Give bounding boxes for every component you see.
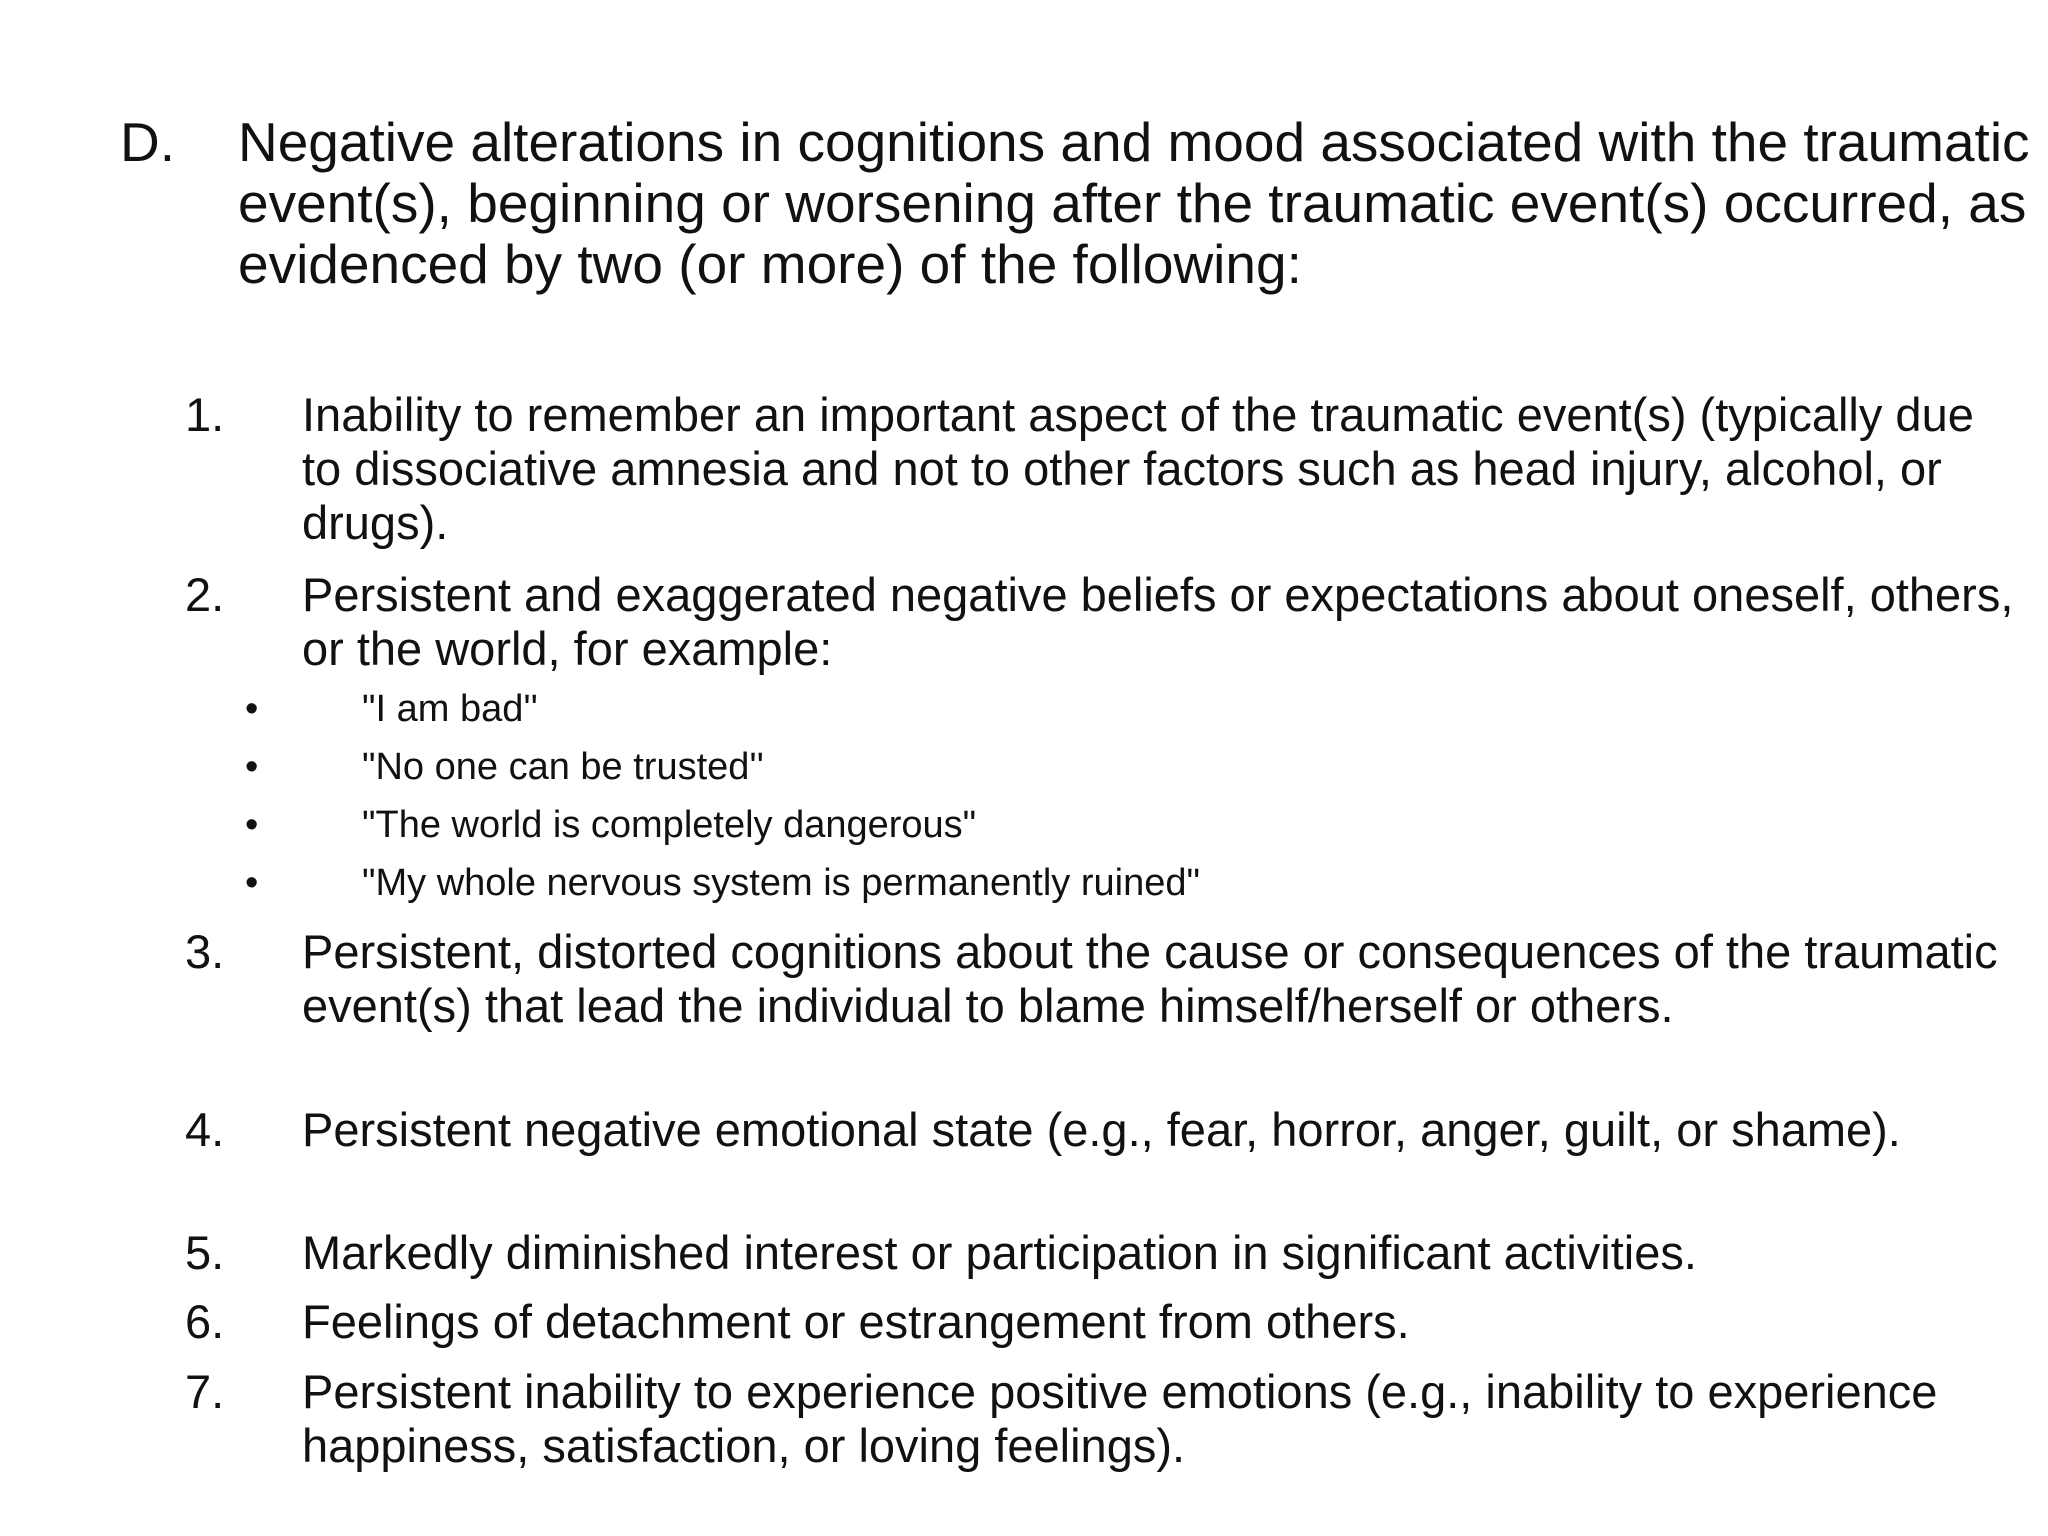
bullet-text: "The world is completely dangerous"	[362, 804, 977, 846]
list-item-text: Feelings of detachment or estrangement from others.	[302, 1295, 1410, 1348]
list-item-text: Persistent, distorted cognitions about the cause or consequences of the traumatic event(s) that lead the individual to blame himself/herself or others.	[302, 925, 1998, 1032]
list-item-text: Persistent and exaggerated negative beliefs or expectations about oneself, others, or the world, for example:	[302, 568, 2014, 675]
list-item-number: 1.	[185, 388, 225, 441]
criterion-marker: D.	[120, 111, 175, 173]
list-item-number: 5.	[185, 1226, 225, 1279]
list-item-text: Markedly diminished interest or participation in significant activities.	[302, 1226, 1697, 1279]
list-item-text: Inability to remember an important aspect of the traumatic event(s) (typically due to dissociative amnesia and not to other factors such as head injury, alcohol, or drugs).	[302, 388, 1974, 549]
criterion-text: Negative alterations in cognitions and mood associated with the traumatic event(s), beginning or worsening after the traumatic event(s) occurred, as evidenced by two (or more) of the following:	[238, 111, 2030, 295]
list-item-number: 2.	[185, 568, 225, 621]
bullet-dot: •	[245, 688, 259, 730]
list-item-number: 7.	[185, 1365, 225, 1418]
bullet-text: "I am bad''	[362, 688, 538, 730]
list-item-number: 3.	[185, 925, 225, 978]
bullet-dot: •	[245, 746, 259, 788]
bullet-dot: •	[245, 804, 259, 846]
list-item-number: 6.	[185, 1295, 225, 1348]
bullet-text: "No one can be trusted''	[362, 746, 764, 788]
list-item-text: Persistent negative emotional state (e.g., fear, horror, anger, guilt, or shame).	[302, 1103, 1901, 1156]
bullet-text: "My whole nervous system is permanently ruined"	[362, 862, 1200, 904]
list-item-text: Persistent inability to experience positive emotions (e.g., inability to experience happiness, satisfaction, or loving feelings).	[302, 1365, 1938, 1472]
list-item-number: 4.	[185, 1103, 225, 1156]
bullet-dot: •	[245, 862, 259, 904]
